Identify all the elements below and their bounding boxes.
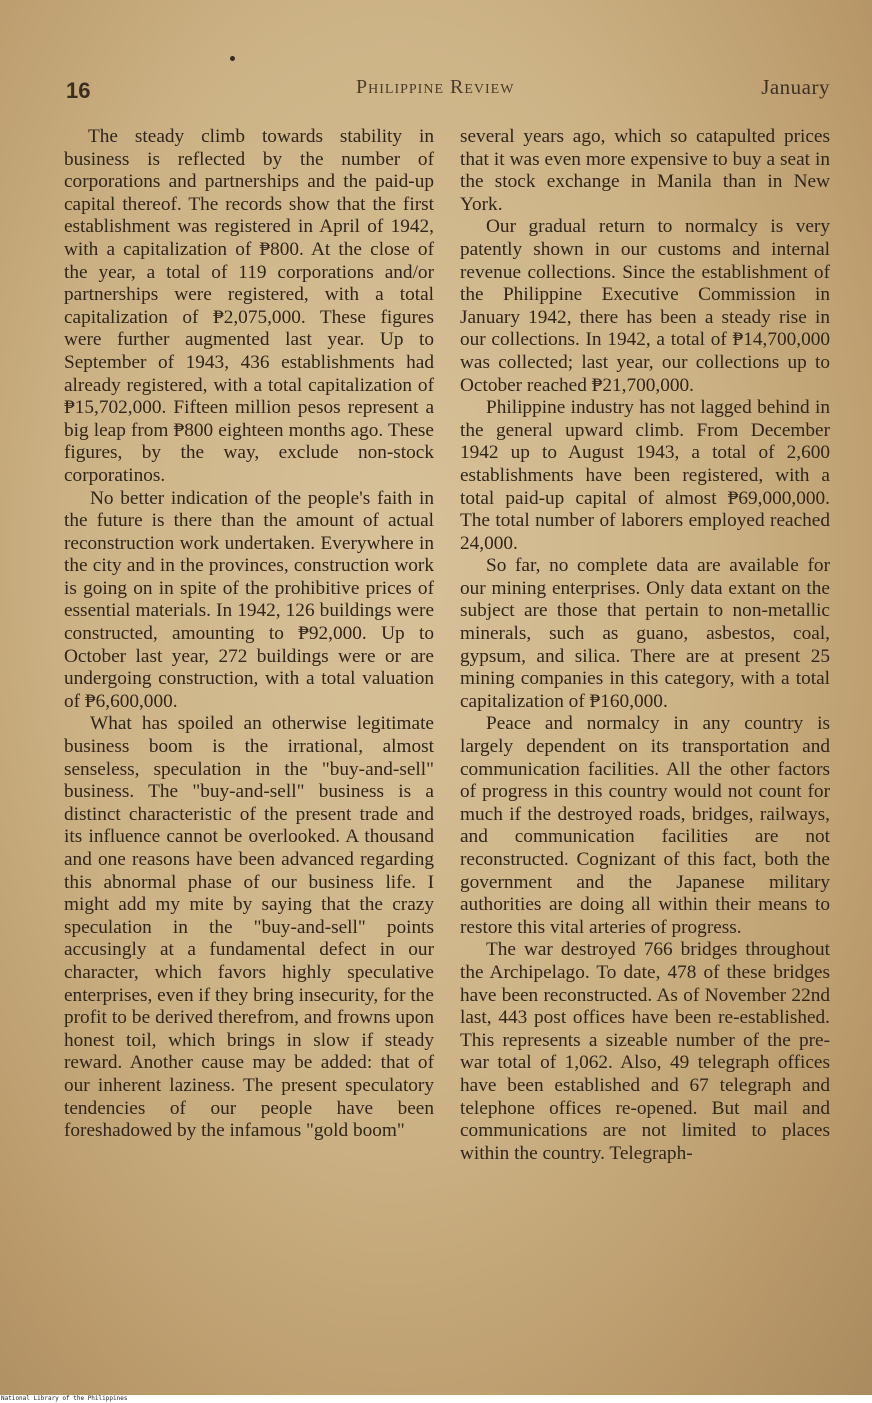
paragraph: The war destroyed 766 bridges throughout the Archipelago. To date, 478 of these bridges have been reconstructed. As of November 22nd last, 443 post offices have been re-established. This represents a sizeable number of the pre-war total of 1,062. Also, 49 telegraph offices have been established and 67 telegraph and telephone offices re-opened. But mail and communications are not limited to places within the country. Telegraph- [460,939,830,1164]
ink-speck [230,56,235,61]
paragraph: Our gradual return to normalcy is very patently shown in our customs and internal revenue collections. Since the establishment of the Philippine Executive Commission in January 1942, there has been a steady rise in our collections. In 1942, a total of ₱14,700,000 was collected; last year, our collections up to October reached ₱21,700,000. [460,216,830,396]
right-column [460,126,830,1165]
left-column [64,126,434,1143]
paragraph: No better indication of the people's faith in the future is there than the amount of actual reconstruction work undertaken. Everywhere in the city and in the provinces, construction work is going on in spite of the prohibitive prices of essential materials. In 1942, 126 buildings were constructed, amounting to ₱92,000. Up to October last year, 272 buildings were or are undergoing construction, with a total valuation of ₱6,600,000. [64,487,434,712]
paragraph: What has spoiled an otherwise legitimate business boom is the irrational, almost senseless, speculation in the "buy-and-sell" business. The "buy-and-sell" business is a distinct characteristic of the present trade and its influence cannot be overlooked. A thousand and one reasons have been advanced regarding this abnormal phase of our business life. I might add my mite by saying that the crazy speculation in the "buy-and-sell" points accusingly at a fundamental defect in our character, which favors highly speculative enterprises, even if they bring insecurity, for the profit to be derived therefrom, and frowns upon honest toil, which brings in slow if steady reward. Another cause may be added: that of our inherent laziness. The present speculatory tendencies of our people have been foreshadowed by the infamous "gold boom" [64,713,434,1142]
paragraph: So far, no complete data are available for our mining enterprises. Only data extant on the subject are those that pertain to non-metallic minerals, such as guano, asbestos, coal, gypsum, and silica. There are at present 25 mining companies in this category, with a total capitalization of ₱160,000. [460,555,830,712]
paragraph: The steady climb towards stability in business is reflected by the number of corporations and partnerships and the paid-up capital thereof. The records show that the first establishment was registered in April of 1942, with a capitalization of ₱800. At the close of the year, a total of 119 corporations and/or partnerships were registered, with a total capitalization of ₱2,075,000. These figures were further augmented last year. Up to September of 1943, 436 establishments had already registered, with a total capitalization of ₱15,702,000. Fifteen million pesos represent a big leap from ₱800 eighteen months ago. These figures, by the way, exclude non-stock corporatinos. [64,126,434,486]
paragraph: Philippine industry has not lagged behind in the general upward climb. From December 1942 up to August 1943, a total of 2,600 establishments have been registered, with a total paid-up capital of almost ₱69,000,000. The total number of laborers employed reached 24,000. [460,397,830,554]
running-header [66,74,830,104]
scan-credit: National Library of the Philippines [0,1395,872,1403]
page-number: 16 [66,78,91,103]
paragraph: Peace and normalcy in any country is largely dependent on its transportation and communication facilities. All the other factors of progress in this country would not count for much if the destroyed roads, bridges, railways, and communication facilities are not reconstructed. Cognizant of this fact, both the government and the Japanese military authorities are doing all within their means to restore this vital arteries of progress. [460,713,830,938]
issue-month: January [761,75,830,99]
publication-title: Philippine Review [356,76,515,98]
paragraph: several years ago, which so catapulted prices that it was even more expensive to buy a seat in the stock exchange in Manila than in New York. [460,126,830,215]
